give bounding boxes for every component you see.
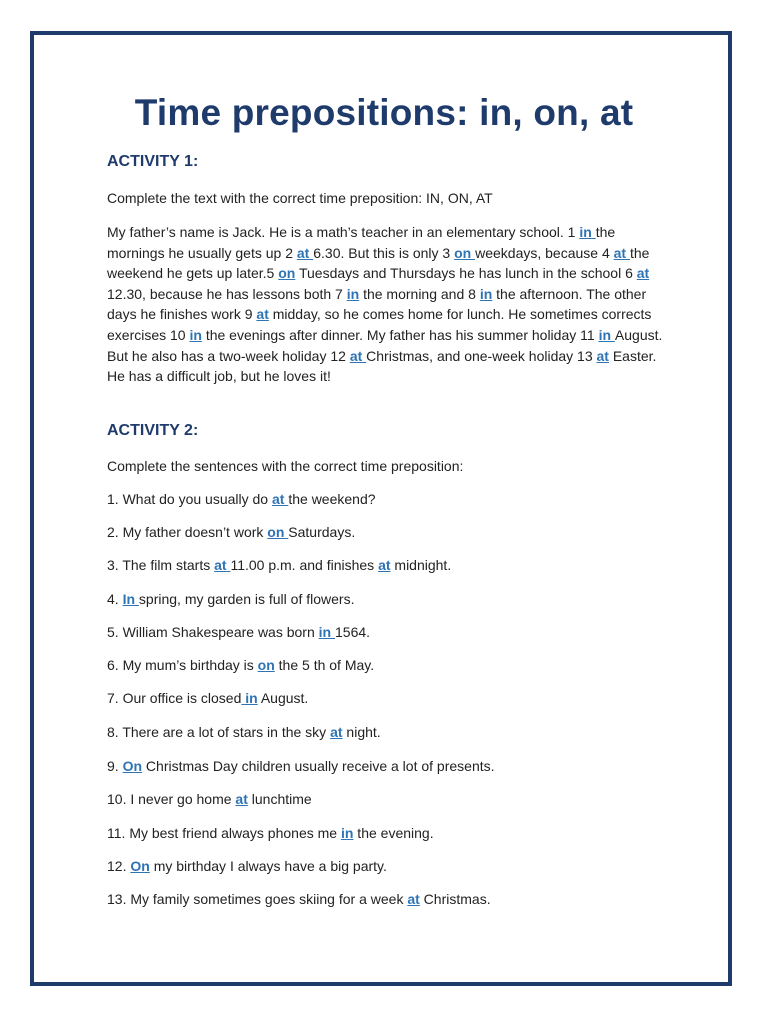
page-border bbox=[30, 31, 732, 986]
answer-blank: at bbox=[378, 557, 391, 573]
answer-blank: at bbox=[214, 557, 231, 573]
answer-blank: at bbox=[256, 306, 269, 323]
sentence-text: 12. bbox=[107, 858, 131, 874]
paragraph-text: My father’s name is Jack. He is a math’s teacher in an elementary school. 1 bbox=[107, 224, 580, 240]
paragraph-text: the afternoon. The other days he finishes work 9 bbox=[107, 285, 647, 323]
sentence-text: lunchtime bbox=[247, 791, 312, 807]
answer-blank: in bbox=[189, 326, 202, 343]
sentence-text: my birthday I always have a big party. bbox=[149, 858, 387, 874]
sentence-text: 2. My father doesn’t work bbox=[107, 524, 268, 540]
sentence-text: 13. My family sometimes goes skiing for a week bbox=[107, 891, 408, 907]
sentence-text: 4. bbox=[107, 591, 123, 607]
sentence-item bbox=[107, 791, 312, 807]
sentence-text: 1. What do you usually do bbox=[107, 491, 272, 507]
sentence-text: 9. bbox=[107, 758, 123, 774]
activity2-instruction: Complete the sentences with the correct time preposition: bbox=[107, 458, 464, 474]
sentence-item bbox=[107, 891, 491, 907]
answer-blank: in bbox=[579, 224, 596, 240]
sentence-text: August. bbox=[257, 690, 309, 706]
answer-blank: on bbox=[278, 265, 296, 282]
sentence-item bbox=[107, 758, 495, 774]
sentence-item bbox=[107, 524, 355, 540]
sentence-text: Christmas Day children usually receive a lot of presents. bbox=[142, 758, 495, 774]
sentence-text: the weekend? bbox=[288, 491, 376, 507]
paragraph-text: the weekend he gets up later.5 bbox=[107, 244, 650, 282]
sentence-text: the evening. bbox=[353, 825, 434, 841]
answer-blank: on bbox=[454, 244, 476, 261]
sentence-item bbox=[107, 557, 451, 573]
sentence-item bbox=[107, 491, 376, 507]
sentence-item bbox=[107, 858, 387, 874]
sentence-text: 11. My best friend always phones me bbox=[107, 825, 341, 841]
answer-blank: in bbox=[346, 285, 360, 302]
answer-blank: in bbox=[479, 285, 493, 302]
answer-blank: at bbox=[272, 491, 289, 507]
answer-blank: at bbox=[596, 347, 609, 364]
paragraph-text: midday, so he comes home for lunch. He sometimes corrects exercises 10 bbox=[107, 306, 652, 343]
answer-blank: on bbox=[257, 657, 275, 673]
paragraph-text: 6.30. But this is only 3 bbox=[313, 244, 455, 261]
paragraph-text: Easter. He has a difficult job, but he loves it! bbox=[107, 347, 657, 385]
activity2-heading: ACTIVITY 2: bbox=[107, 422, 199, 439]
paragraph-text: 12.30, because he has lessons both 7 bbox=[107, 285, 347, 302]
sentence-text: 7. Our office is closed bbox=[107, 690, 242, 706]
paragraph-text: the mornings he usually gets up 2 bbox=[107, 224, 616, 261]
answer-blank: in bbox=[340, 825, 354, 841]
sentence-item bbox=[107, 591, 354, 607]
answer-blank: On bbox=[130, 858, 150, 874]
activity1-heading: ACTIVITY 1: bbox=[107, 153, 199, 170]
answer-blank: in bbox=[241, 690, 258, 706]
answer-blank: on bbox=[267, 524, 289, 540]
sentence-item bbox=[107, 624, 370, 640]
activity1-instruction: Complete the text with the correct time preposition: IN, ON, AT bbox=[107, 190, 493, 206]
answer-blank: On bbox=[122, 758, 143, 774]
answer-blank: in bbox=[598, 326, 615, 343]
answer-blank: at bbox=[613, 244, 630, 261]
sentence-item bbox=[107, 690, 308, 706]
paragraph-text: the morning and 8 bbox=[359, 285, 480, 302]
sentence-text: 8. There are a lot of stars in the sky bbox=[107, 724, 331, 740]
sentence-text: Christmas. bbox=[419, 891, 491, 907]
sentence-text: midnight. bbox=[390, 557, 452, 573]
paragraph-text: Tuesdays and Thursdays he has lunch in the school 6 bbox=[295, 265, 637, 282]
answer-blank: at bbox=[349, 347, 367, 364]
sentence-text: 10. I never go home bbox=[107, 791, 236, 807]
paragraph-text: the evenings after dinner. My father has his summer holiday 11 bbox=[201, 326, 599, 343]
answer-blank: at bbox=[636, 265, 650, 282]
answer-blank: In bbox=[122, 591, 139, 607]
paragraph-text: Christmas, and one-week holiday 13 bbox=[366, 347, 597, 364]
sentence-item bbox=[107, 724, 381, 740]
sentence-text: 5. William Shakespeare was born bbox=[107, 624, 319, 640]
paragraph-text: August. But he also has a two-week holiday 12 bbox=[107, 326, 663, 364]
answer-blank: at bbox=[330, 724, 343, 740]
sentence-text: 1564. bbox=[335, 624, 371, 640]
sentence-text: 3. The film starts bbox=[107, 557, 215, 573]
sentence-text: the 5 th of May. bbox=[274, 657, 375, 673]
paragraph-text: weekdays, because 4 bbox=[475, 244, 614, 261]
sentence-text: spring, my garden is full of flowers. bbox=[138, 591, 355, 607]
sentence-text: 11.00 p.m. and finishes bbox=[230, 557, 379, 573]
page-title: Time prepositions: in, on, at bbox=[134, 92, 634, 133]
sentence-item bbox=[107, 825, 434, 841]
activity1-paragraph bbox=[107, 222, 667, 387]
sentence-text: 6. My mum’s birthday is bbox=[107, 657, 258, 673]
sentence-text: Saturdays. bbox=[288, 524, 356, 540]
answer-blank: in bbox=[318, 624, 335, 640]
sentence-text: night. bbox=[342, 724, 381, 740]
answer-blank: at bbox=[235, 791, 248, 807]
sentence-item bbox=[107, 657, 374, 673]
answer-blank: at bbox=[296, 244, 314, 261]
answer-blank: at bbox=[407, 891, 420, 907]
